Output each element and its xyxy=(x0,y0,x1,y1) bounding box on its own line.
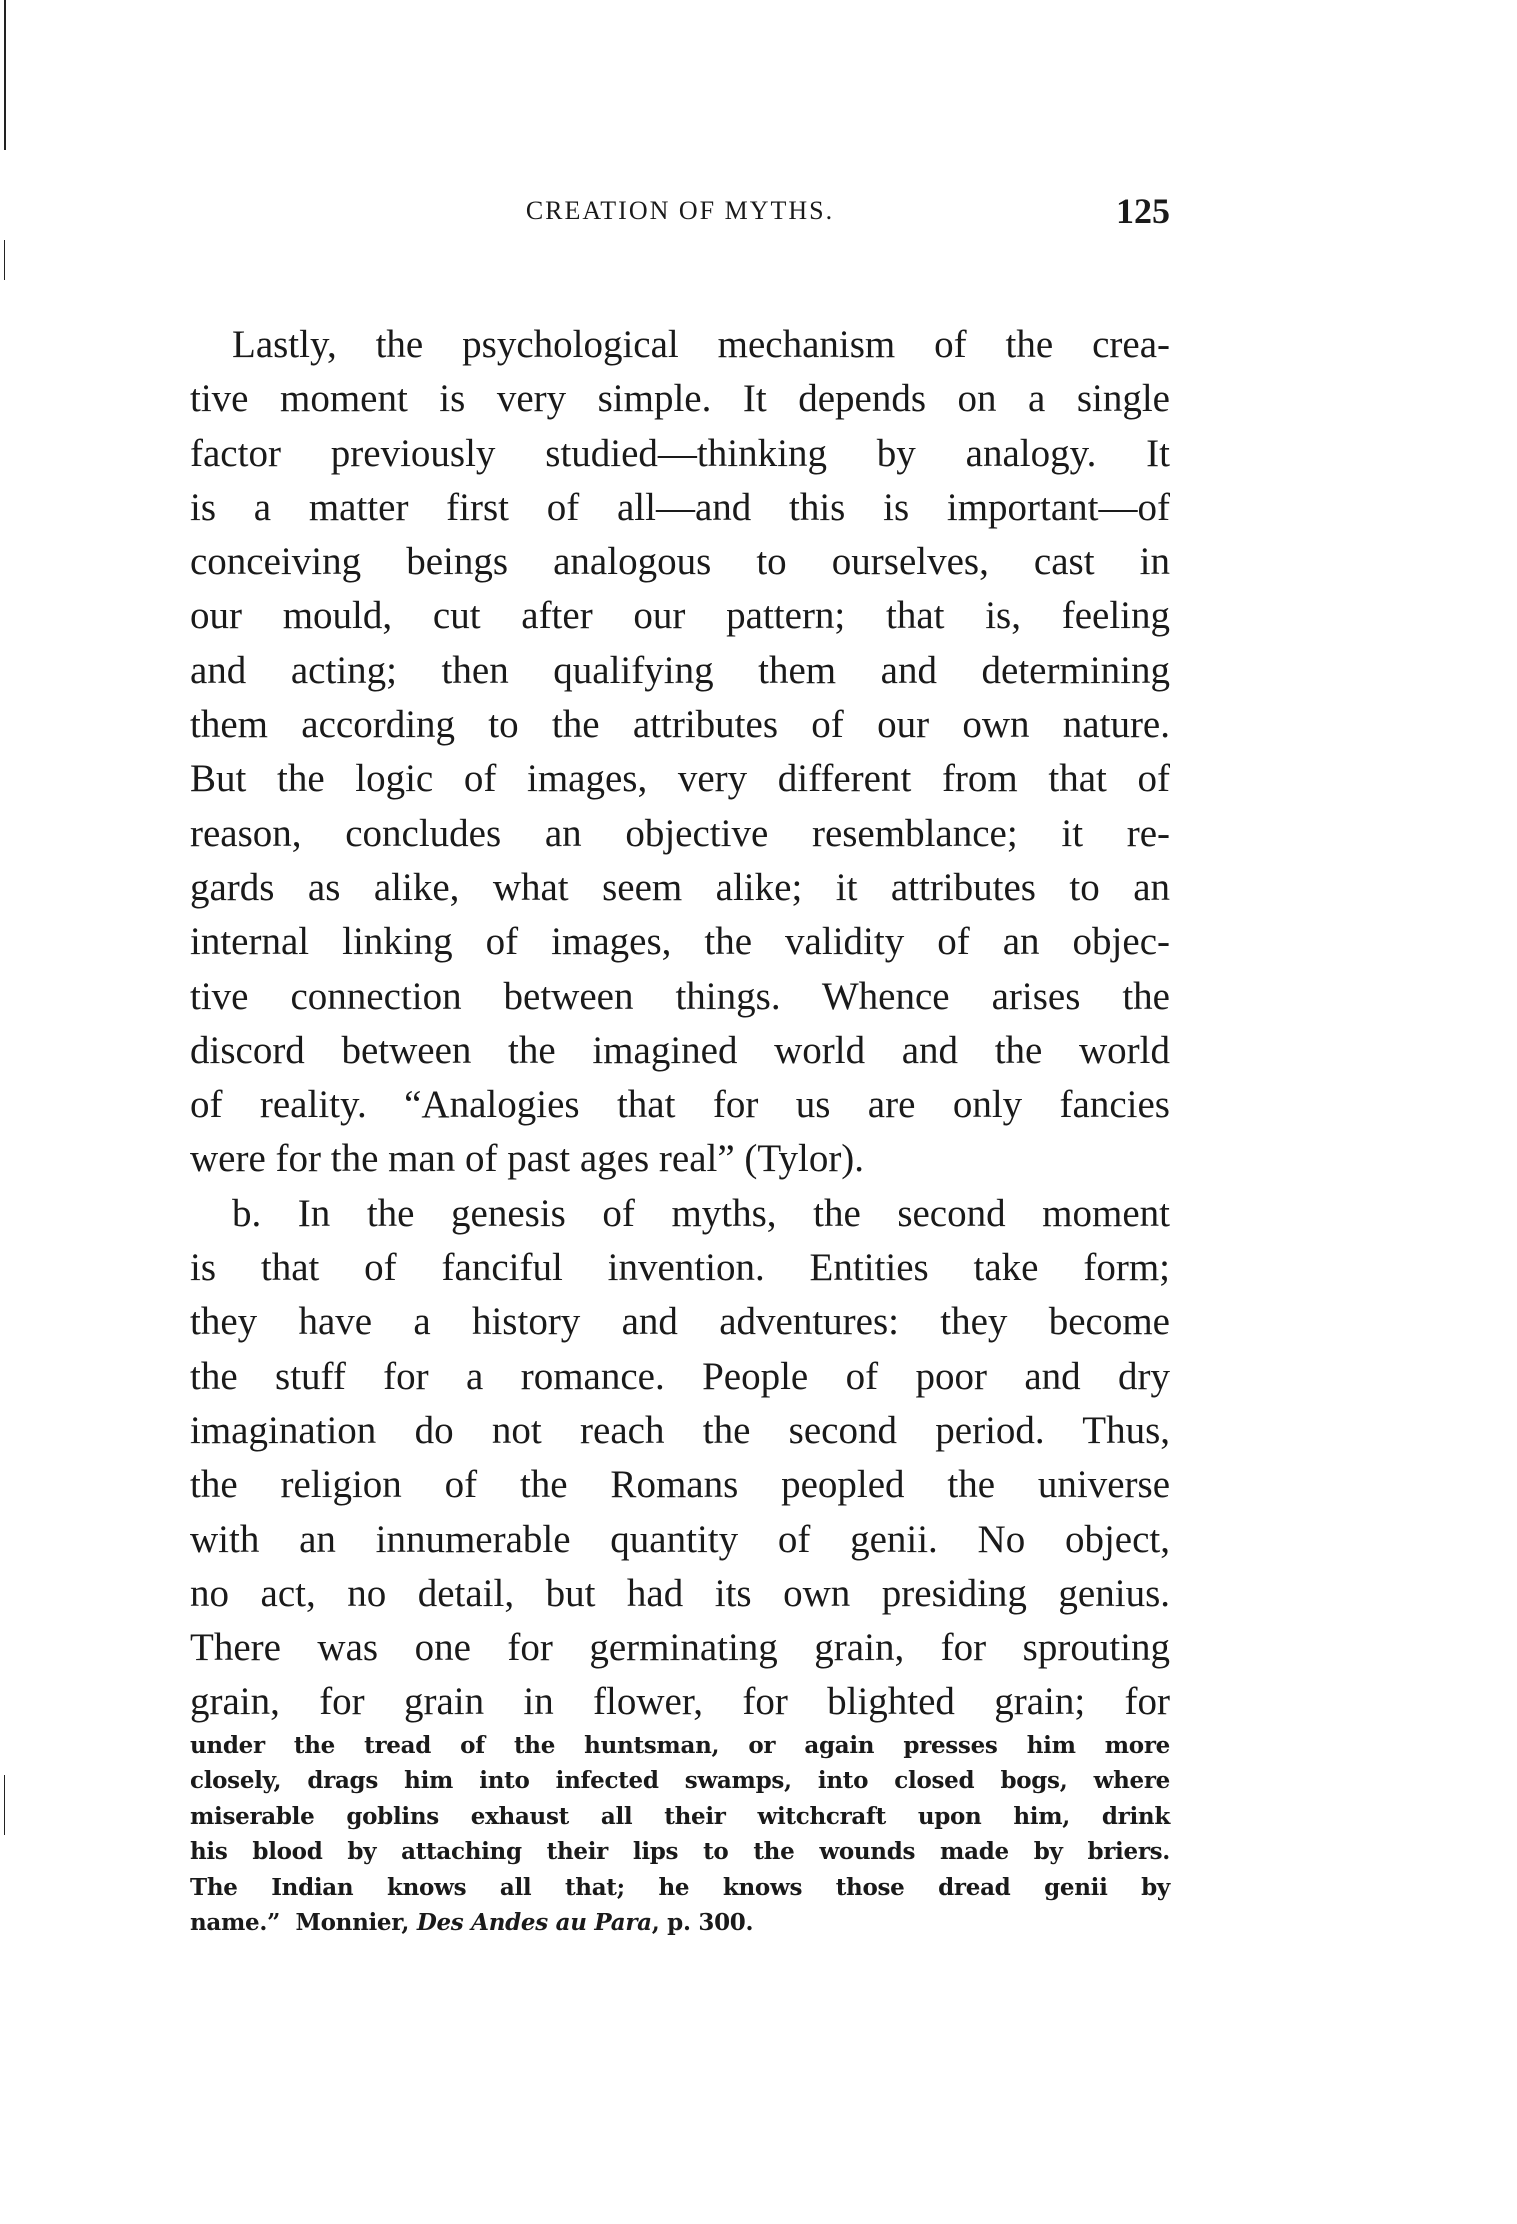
running-title: CREATION OF MYTHS. xyxy=(525,196,835,225)
text-line: is that of fanciful invention. Entities take form; xyxy=(190,1246,1170,1290)
footnote-line: closely, drags him into infected swamps, into closed bogs, where xyxy=(190,1767,1170,1795)
text-line: they have a history and adventures: they become xyxy=(190,1300,1170,1344)
text-line: discord between the imagined world and the world xyxy=(190,1028,1170,1072)
text-line: Lastly, the psychological mechanism of the crea- xyxy=(232,323,1170,366)
text-line: the religion of the Romans peopled the universe xyxy=(190,1463,1170,1507)
text-line: is a matter first of all—and this is important—of xyxy=(190,485,1170,529)
footnote-line: under the tread of the huntsman, or again presses him more xyxy=(190,1732,1170,1759)
footnote-line: his blood by attaching their lips to the wounds made by briers. xyxy=(190,1838,1170,1866)
text-line: the stuff for a romance. People of poor and dry xyxy=(190,1354,1170,1398)
text-line: with an innumerable quantity of genii. No object, xyxy=(190,1517,1170,1561)
text-line: tive connection between things. Whence arises the xyxy=(190,974,1170,1018)
text-line: internal linking of images, the validity of an objec- xyxy=(190,920,1170,964)
body-text xyxy=(190,318,1170,1730)
text-line: and acting; then qualifying them and determining xyxy=(190,648,1170,692)
text-line: imagination do not reach the second period. Thus, xyxy=(190,1408,1170,1452)
text-line: factor previously studied—thinking by analogy. It xyxy=(190,431,1170,475)
text-line: our mould, cut after our pattern; that is, feeling xyxy=(190,594,1170,638)
scan-edge-mark xyxy=(4,240,5,280)
text-line: no act, no detail, but had its own presiding genius. xyxy=(190,1571,1170,1615)
citation-title: Des Andes au Para xyxy=(416,1908,652,1936)
scan-edge-mark xyxy=(4,0,6,150)
text-line: conceiving beings analogous to ourselves, cast in xyxy=(190,540,1170,584)
footnote-line: The Indian knows all that; he knows those dread genii by xyxy=(190,1873,1170,1901)
scan-edge-mark xyxy=(4,1775,5,1835)
text-line: gards as alike, what seem alike; it attributes to an xyxy=(190,865,1170,909)
footnote xyxy=(190,1728,1170,1940)
text-line: b. In the genesis of myths, the second moment xyxy=(232,1191,1170,1235)
footnote-line: miserable goblins exhaust all their witchcraft upon him, drink xyxy=(190,1802,1170,1830)
text-line: But the logic of images, very different from that of xyxy=(190,757,1170,801)
text-line: grain, for grain in flower, for blighted grain; for xyxy=(190,1680,1170,1724)
text-line: There was one for germinating grain, for sprouting xyxy=(190,1626,1170,1670)
text-line: them according to the attributes of our own nature. xyxy=(190,703,1170,747)
text-line: were for the man of past ages real” (Tylor). xyxy=(190,1137,865,1181)
footnote-citation xyxy=(190,1905,1170,1940)
citation-prefix: name.” Monnier, xyxy=(190,1908,417,1936)
text-line: reason, concludes an objective resemblance; it re- xyxy=(190,811,1170,855)
text-line: of reality. “Analogies that for us are only fancies xyxy=(190,1083,1170,1127)
page-header xyxy=(190,190,1170,230)
citation-suffix: , p. 300. xyxy=(651,1908,754,1936)
text-line: tive moment is very simple. It depends on a single xyxy=(190,377,1170,421)
page-number: 125 xyxy=(1116,191,1170,231)
